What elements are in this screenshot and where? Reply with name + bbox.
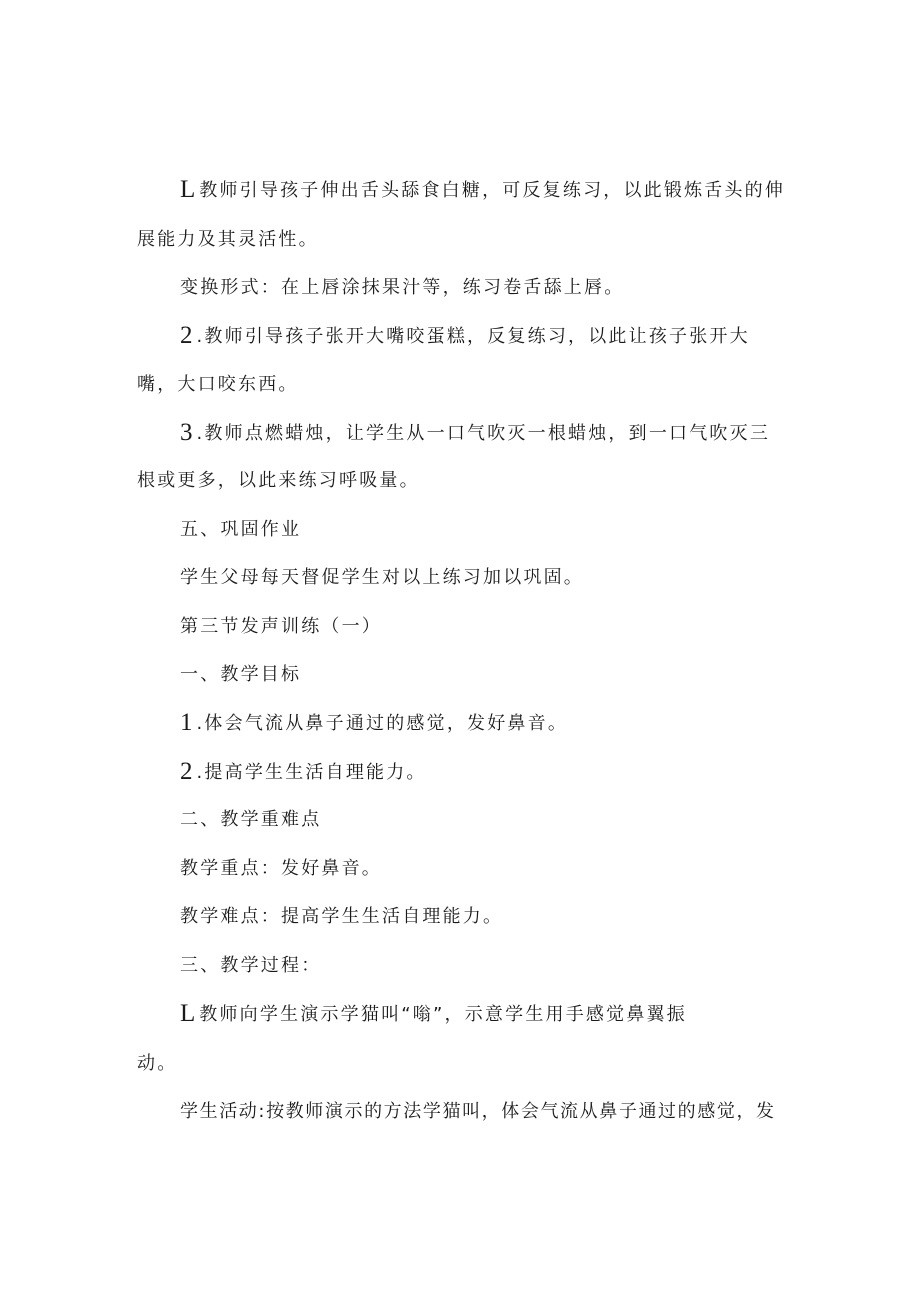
line-text: 展能力及其灵活性。 <box>137 229 319 250</box>
section-heading <box>180 954 321 978</box>
list-marker: 1 <box>180 709 193 736</box>
paragraph-line <box>180 421 770 446</box>
line-text: .教师引导孩子张开大嘴咬蛋糕，反复练习，以此让孩子张开大 <box>196 326 750 347</box>
paragraph-line <box>137 1052 177 1076</box>
paragraph-line <box>180 324 750 349</box>
line-text: .体会气流从鼻子通过的感觉，发好鼻音。 <box>196 713 569 734</box>
paragraph-line <box>180 760 427 785</box>
list-marker: L <box>180 1000 196 1027</box>
line-text: 学生父母每天督促学生对以上练习加以巩固。 <box>180 567 584 588</box>
line-text: 一、教学目标 <box>180 664 302 685</box>
paragraph-line <box>180 711 568 736</box>
section-heading <box>180 808 321 832</box>
line-text: 三、教学过程： <box>180 955 322 976</box>
section-heading <box>180 518 301 542</box>
paragraph-line <box>180 1002 687 1027</box>
paragraph-line <box>137 469 420 493</box>
line-text: 二、教学重难点 <box>180 809 322 830</box>
line-text: 教学重点：发好鼻音。 <box>180 858 382 879</box>
paragraph-line <box>137 228 319 252</box>
line-text: 嘴，大口咬东西。 <box>137 374 299 395</box>
line-text: 教师向学生演示学猫叫“嗡”，示意学生用手感觉鼻翼振 <box>199 1004 687 1025</box>
line-text: 第三节发声训练（一） <box>180 616 382 637</box>
line-text: 根或更多，以此来练习呼吸量。 <box>137 470 420 491</box>
paragraph-line <box>137 373 299 397</box>
paragraph-line <box>180 857 382 881</box>
section-heading <box>180 663 301 687</box>
line-text: 教师引导孩子伸出舌头舔食白糖，可反复练习，以此锻炼舌头的伸 <box>199 180 786 201</box>
list-marker: 2 <box>180 322 193 349</box>
list-marker: L <box>180 176 196 203</box>
line-text: 教学难点：提高学生生活自理能力。 <box>180 906 504 927</box>
line-text: 学生活动:按教师演示的方法学猫叫，体会气流从鼻子通过的感觉，发 <box>180 1101 776 1122</box>
line-text: .教师点燃蜡烛，让学生从一口气吹灭一根蜡烛，到一口气吹灭三 <box>196 423 771 444</box>
paragraph-line <box>180 905 503 929</box>
paragraph-line <box>180 276 624 300</box>
line-text: 动。 <box>137 1053 178 1074</box>
paragraph-line <box>180 178 785 203</box>
list-marker: 2 <box>180 758 193 785</box>
line-text: 五、巩固作业 <box>180 519 302 540</box>
line-text: 变换形式：在上唇涂抹果汁等，练习卷舌舔上唇。 <box>180 277 625 298</box>
section-heading <box>180 615 382 639</box>
list-marker: 3 <box>180 419 193 446</box>
paragraph-line <box>180 1100 776 1124</box>
paragraph-line <box>180 566 584 590</box>
line-text: .提高学生生活自理能力。 <box>196 762 427 783</box>
